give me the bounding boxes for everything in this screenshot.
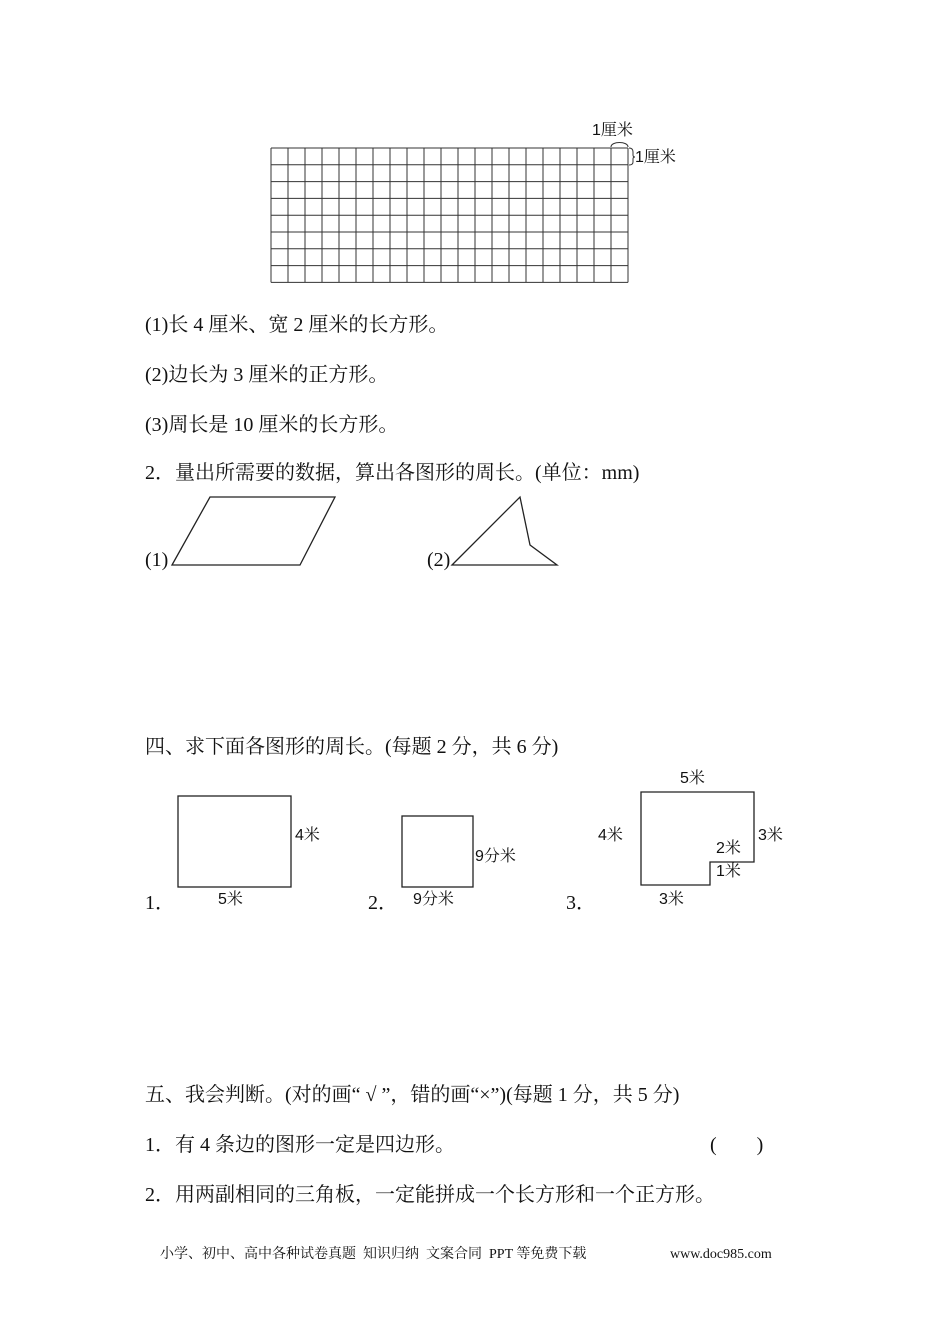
- grid-unit-bracket-top: [611, 143, 628, 148]
- figure-2-label: (2): [427, 549, 451, 571]
- footer-url: www.doc985.com: [670, 1247, 772, 1262]
- question-2-title: 2．量出所需要的数据，算出各图形的周长。(单位：mm): [145, 462, 640, 484]
- section-4-figure-2-number: 2．: [368, 892, 398, 914]
- figure-1-label: (1): [145, 549, 169, 571]
- section-5-title: 五、我会判断。(对的画“ √ ”，错的画“×”)(每题 1 分，共 5 分): [145, 1084, 680, 1106]
- square-grid: [271, 148, 628, 282]
- quadrilateral-figure: [452, 497, 557, 565]
- l-shape-top-label: 5米: [680, 770, 705, 787]
- task-item-2: (2)边长为 3 厘米的正方形。: [145, 364, 389, 386]
- l-shape-right-label: 3米: [758, 827, 783, 844]
- section-4-figure-1-number: 1．: [145, 892, 175, 914]
- parallelogram-figure: [172, 497, 335, 565]
- square-figure: [402, 816, 473, 887]
- task-item-1: (1)长 4 厘米、宽 2 厘米的长方形。: [145, 314, 449, 336]
- rectangle-figure: [178, 796, 291, 887]
- section-4-title: 四、求下面各图形的周长。(每题 2 分，共 6 分): [145, 736, 559, 758]
- square-side-label-right: 9分米: [475, 848, 516, 865]
- grid-unit-label-right: 1厘米: [635, 149, 676, 166]
- rectangle-width-label: 4米: [295, 827, 320, 844]
- grid-unit-label-top: 1厘米: [592, 122, 633, 139]
- l-shape-left-label: 4米: [598, 827, 623, 844]
- square-side-label-bottom: 9分米: [413, 891, 454, 908]
- l-shape-bottom-label: 3米: [659, 891, 684, 908]
- task-item-3: (3)周长是 10 厘米的长方形。: [145, 414, 399, 436]
- footer-text: 小学、初中、高中各种试卷真题 知识归纳 文案合同 PPT 等免费下载: [160, 1247, 587, 1262]
- rectangle-length-label: 5米: [218, 891, 243, 908]
- judgement-item-1: 1．有 4 条边的图形一定是四边形。: [145, 1134, 455, 1156]
- l-shape-notch-top-label: 2米: [716, 840, 741, 857]
- l-shape-notch-side-label: 1米: [716, 863, 741, 880]
- judgement-item-1-answer-blank: ( ): [710, 1134, 764, 1156]
- judgement-item-2: 2．用两副相同的三角板，一定能拼成一个长方形和一个正方形。: [145, 1184, 715, 1206]
- section-4-figure-3-number: 3．: [566, 892, 596, 914]
